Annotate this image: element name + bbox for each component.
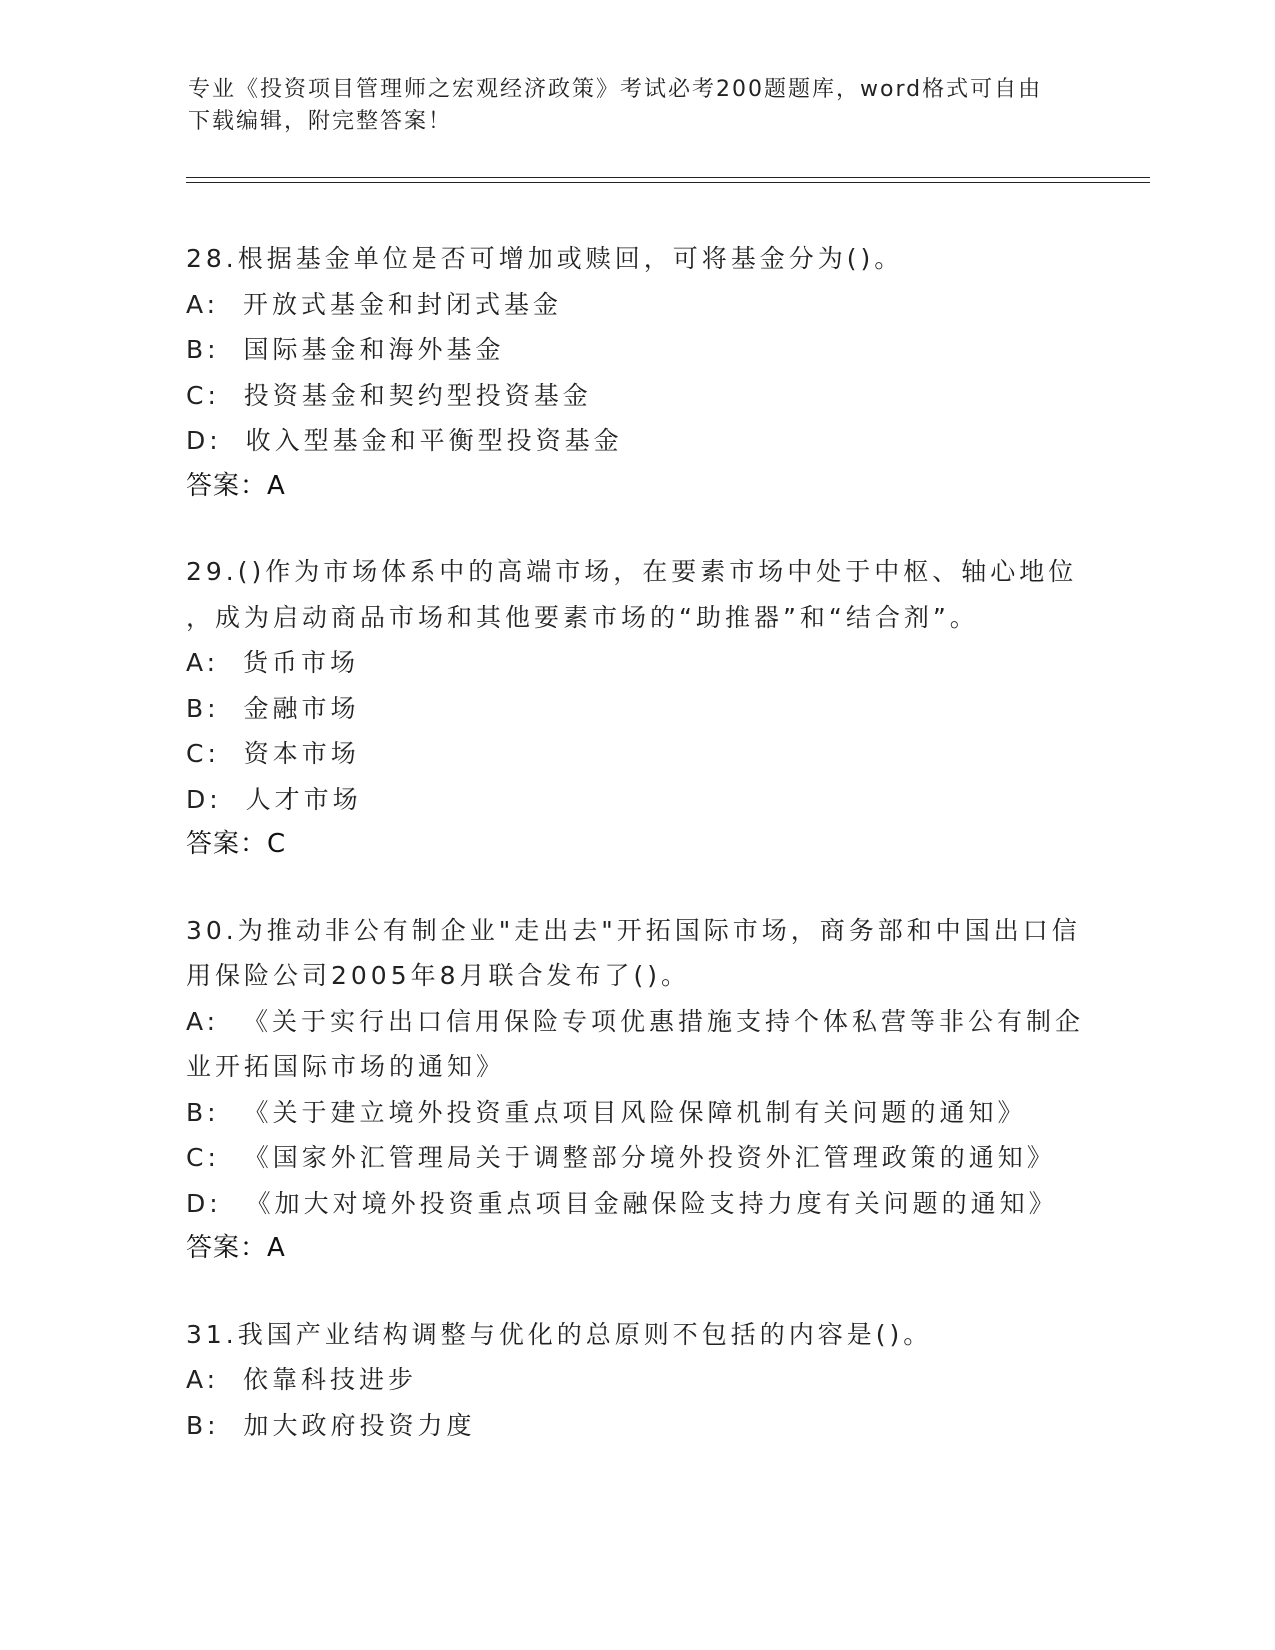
- answer-option: B: 《关于建立境外投资重点项目风险保障机制有关问题的通知》: [186, 1097, 1027, 1127]
- document-header: [188, 74, 1068, 138]
- question-stem: 用保险公司2005年8月联合发布了()。: [186, 961, 691, 990]
- answer-option: 业开拓国际市场的通知》: [186, 1052, 506, 1081]
- answer-option: C: 资本市场: [186, 739, 360, 768]
- answer-option: A: 开放式基金和封闭式基金: [186, 289, 562, 319]
- answer-option: D: 《加大对境外投资重点项目金融保险支持力度有关问题的通知》: [186, 1188, 1058, 1218]
- answer-option: B: 国际基金和海外基金: [186, 335, 505, 364]
- question-block: [186, 1312, 1086, 1449]
- header-divider-bottom: [186, 182, 1150, 183]
- question-block: [186, 236, 1086, 509]
- answer-option: A: 依靠科技进步: [186, 1365, 417, 1394]
- answer-option: A: 《关于实行出口信用保险专项优惠措施支持个体私营等非公有制企: [186, 1006, 1084, 1036]
- question-stem: 31.我国产业结构调整与优化的总原则不包括的内容是()。: [186, 1319, 933, 1349]
- answer-option: A: 货币市场: [186, 648, 359, 677]
- question-stem: 28.根据基金单位是否可增加或赎回，可将基金分为()。: [186, 244, 904, 273]
- question-stem: 30.为推动非公有制企业"走出去"开拓国际市场，商务部和中国出口信: [186, 915, 1081, 945]
- answer-option: B: 加大政府投资力度: [186, 1410, 476, 1440]
- answer-option: D: 人才市场: [186, 784, 362, 814]
- question-list: [186, 236, 1086, 1488]
- answer-option: C: 《国家外汇管理局关于调整部分境外投资外汇管理政策的通知》: [186, 1143, 1056, 1172]
- question-stem: ，成为启动商品市场和其他要素市场的“助推器”和“结合剂”。: [186, 602, 979, 632]
- answer-key: 答案：A: [186, 470, 286, 501]
- header-divider-top: [186, 177, 1150, 178]
- question-stem: 29.()作为市场体系中的高端市场，在要素市场中处于中枢、轴心地位: [186, 557, 1078, 586]
- answer-option: B: 金融市场: [186, 693, 360, 723]
- header-line-2: 下载编辑，附完整答案！: [188, 109, 453, 134]
- answer-option: C: 投资基金和契约型投资基金: [186, 380, 592, 410]
- answer-key: 答案：A: [186, 1233, 286, 1263]
- header-line-1: 专业《投资项目管理师之宏观经济政策》考试必考200题题库，word格式可自由: [188, 77, 1043, 102]
- question-block: [186, 549, 1086, 868]
- answer-option: D: 收入型基金和平衡型投资基金: [186, 426, 623, 455]
- answer-key: 答案：C: [186, 829, 287, 859]
- question-block: [186, 908, 1086, 1272]
